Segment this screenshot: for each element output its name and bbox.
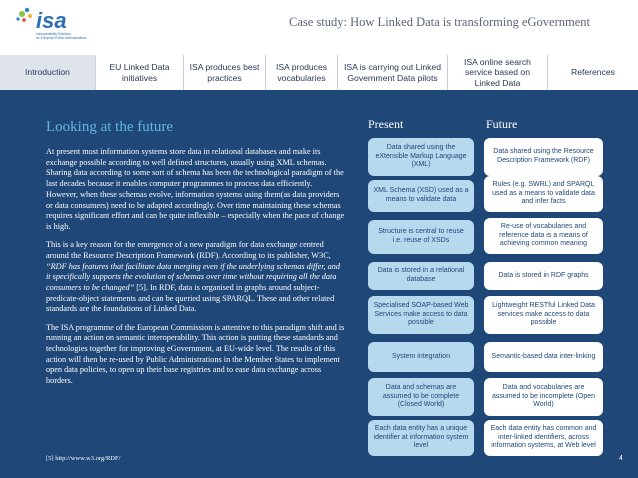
future-box: Data and vocabularies are assumed to be incomplete (Open World) (484, 378, 603, 416)
page-number: 4 (619, 455, 623, 462)
future-box: Data is stored in RDF graphs (484, 262, 603, 290)
tab-references[interactable]: References (571, 67, 615, 78)
header (0, 0, 638, 55)
future-heading: Future (486, 117, 518, 131)
paragraph-1: At present most information systems store data in relational databases and make its exchange possible according to well defined structures, usually using XML schemas. Sharing data according to some sort of schema has been the technological paradigm of the last decades because it enables computer programmes to process data efficiently. However, when these schemas evolve, information systems using them(as data providers or data consumers) need to be adapted accordingly. Over time maintaining these schemas requires significant effort and can be quite inflexible – especially when the pace of change is high. (46, 147, 345, 231)
future-box: Semantic-based data inter-linking (484, 342, 603, 372)
tab-isa-pilots[interactable]: ISA is carrying out Linked Government Data pilots (338, 55, 448, 90)
present-box: Data and schemas are assumed to be complete (Closed World) (368, 378, 474, 416)
paragraph-3: The ISA programme of the European Commission is attentive to this paradigm shift and is running an action on semantic interoperability. This action is putting these standards and technologies together for improving eGovernment, at EU-wide level. The results of this action will then be re-used by Public Administrations in the Member States to implement open data policies, to open up their base registries and to ease data exchange across borders. (46, 322, 345, 386)
tab-isa-search-service[interactable]: ISA online search service based on Linked Data (448, 55, 548, 90)
tab-isa-vocabularies[interactable]: ISA produces vocabularies (266, 55, 338, 90)
footnote-link[interactable]: [5] http://www.w3.org/RDF/ (46, 455, 121, 462)
isa-logo (12, 4, 102, 48)
future-box: Rules (e.g. SWRL) and SPARQL used as a means to validate data and infer facts (484, 176, 603, 212)
tab-isa-best-practices[interactable]: ISA produces best practices (184, 55, 266, 90)
present-box: Each data entity has a unique identifier at information system level (368, 420, 474, 456)
svg-text:isa: isa (36, 8, 67, 33)
future-box: Re-use of vocabularies and reference data is a means of achieving common meaning (484, 218, 603, 254)
svg-text:Interoperability Solutions: Interoperability Solutions (36, 32, 71, 36)
nav-bar (0, 55, 638, 90)
document-title: Case study: How Linked Data is transforming eGovernment (289, 15, 590, 29)
future-box: Data shared using the Resource Description Framework (RDF) (484, 138, 603, 176)
paragraph-2: This is a key reason for the emergence of a new paradigm for data exchange centred around the Resource Description Framework (RDF). According to its publisher, W3C, “RDF has features that facilitate data merging even if the underlying schemas differ, and it specifically supports the evolution of schemas over time without requiring all the data consumers to be changed” [5]. In RDF, data is organised in graphs around subject-predicate-object statements and can be queried using SPARQL. These and other related standards are the foundations of Linked Data. (46, 240, 341, 314)
tab-introduction[interactable]: Introduction (0, 55, 96, 90)
section-title: Looking at the future (46, 119, 174, 135)
present-box: Data shared using the eXtensible Markup Language (XML) (368, 138, 474, 176)
tab-eu-linked-data-initiatives[interactable]: EU Linked Data initiatives (96, 55, 184, 90)
rdf-quote: “RDF has features that facilitate data merging even if the underlying schemas differ, and it specifically supports the evolution of schemas over time without requiring all the data consumers to be changed” (46, 261, 341, 292)
svg-text:for European Public Administra: for European Public Administrations (36, 36, 87, 40)
present-box: System integration (368, 342, 474, 372)
present-box: Data is stored in a relational database (368, 262, 474, 290)
present-box: Structure is central to reuse i.e. reuse of XSDs (368, 220, 474, 254)
future-box: Each data entity has common and inter-linked identifiers, across information systems, at Web level (484, 420, 603, 456)
present-box: XML Schema (XSD) used as a means to validate data (368, 180, 474, 212)
present-heading: Present (368, 117, 404, 131)
present-box: Specialised SOAP-based Web Services make access to data possible (368, 296, 474, 334)
future-box: Lightweight RESTful Linked Data services make access to data possible (484, 296, 603, 334)
body-text (46, 147, 346, 394)
